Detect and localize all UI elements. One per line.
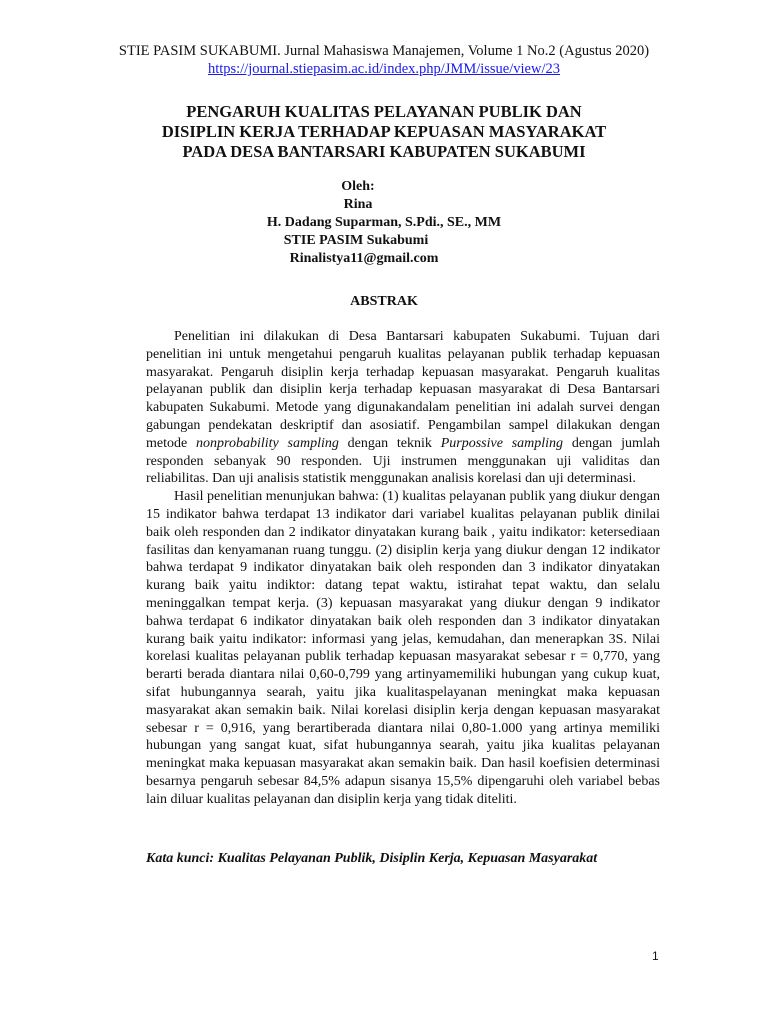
author-block [0, 178, 768, 268]
author-institution: STIE PASIM Sukabumi [283, 233, 429, 248]
journal-header [0, 42, 768, 78]
title-line-3: PADA DESA BANTARSARI KABUPATEN SUKABUMI [182, 142, 586, 161]
page-number: 1 [652, 949, 659, 963]
italic-term-nonprobability: nonprobability sampling [196, 435, 339, 451]
author-email[interactable]: Rinalistya11@gmail.com [289, 251, 439, 266]
title-line-1: PENGARUH KUALITAS PELAYANAN PUBLIK DAN [186, 102, 582, 121]
paper-title [0, 102, 768, 162]
journal-citation: STIE PASIM SUKABUMI. Jurnal Mahasiswa Manajemen, Volume 1 No.2 (Agustus 2020) [118, 43, 650, 59]
title-line-2: DISIPLIN KERJA TERHADAP KEPUASAN MASYARAKAT [161, 122, 607, 141]
author-name-1: Rina [343, 197, 373, 212]
abstract-paragraph-2: Hasil penelitian menunjukan bahwa: (1) kualitas pelayanan publik yang diukur dengan 15 indikator bahwa terdapat 13 indikator dari variabel kualitas pelayanan publik dinilai baik oleh responden dan 2 indikator dinyatakan kurang baik , yaitu indikator: ketersediaan fasilitas dan kenyamanan ruang tunggu. (2) disiplin kerja yang diukur dengan 12 indikator bahwa terdapat 9 indikator dinyatakan baik oleh responden dan 3 indikator dinyatakan kurang baik yaitu indiktor: datang tepat waktu, istirahat tepat waktu, dan selalu meninggalkan tempat kerja. (3) kepuasan masyarakat yang diukur dengan 9 indikator bahwa terdapat 6 indikator dinyatakan baik oleh responden dan 3 indikator dinyatakan kurang baik yaitu indikator: informasi yang jelas, kemudahan, dan menerapkan 3S. Nilai korelasi kualitas pelayanan publik terhadap kepuasan masyarakat sebesar r = 0,770, yang berarti berada diantara nilai 0,60-0,799 yang artinyamemiliki hubungan yang cukup kuat, sifat hubungannya searah, yaitu jika kualitaspelayanan meningkat maka kepuasan masyarakat akan semakin baik. Nilai korelasi disiplin kerja dengan kepuasan masyarakat sebesar r = 0,916, yang berartiberada diantara nilai 0,80-1.000 yang artinya memiliki hubungan yang sangat kuat, sifat hubungannya searah, yaitu jika kualitas pelayanan meningkat maka kepuasan masyarakat akan semakin baik. Dan hasil koefisien determinasi besarnya pengaruh sebesar 84,5% adapun sisanya 15,5% dipengaruhi oleh variabel bebas lain diluar kualitas pelayanan dan disiplin kerja yang tidak diteliti. [146, 489, 660, 807]
oleh-label: Oleh: [341, 179, 375, 194]
italic-term-purposive: Purpossive sampling [440, 435, 564, 451]
abstract-heading: ABSTRAK [350, 294, 418, 309]
journal-url-link[interactable]: https://journal.stiepasim.ac.id/index.php/JMM/issue/view/23 [207, 61, 560, 77]
abstract-paragraph-1: Penelitian ini dilakukan di Desa Bantarsari kabupaten Sukabumi. Tujuan dari penelitian ini untuk mengetahui pengaruh kualitas pelayanan publik terhadap kepuasan masyarakat. Pengaruh disiplin kerja terhadap kepuasan masyarakat. Pengaruh kualitas pelayanan publik dan disiplin kerja terhadap kepuasan masyarakat di Desa Bantarsari kabupaten Sukabumi. Metode yang digunakandalam penelitian ini adalah survei dengan gabungan pendekatan deskriptif dan asosiatif. Pengambilan sampel dilakukan dengan metode nonprobability sampling dengan teknik Purpossive sampling dengan jumlah responden sebanyak 90 responden. Uji instrumen menggunakan uji validitas dan reliabilitas. Dan uji analisis statistik menggunakan analisis korelasi dan uji determinasi. [146, 329, 660, 487]
author-name-2: H. Dadang Suparman, S.Pdi., SE., MM [266, 215, 502, 230]
abstract-body [146, 328, 660, 809]
keywords: Kata kunci: Kualitas Pelayanan Publik, Disiplin Kerja, Kepuasan Masyarakat [146, 851, 598, 866]
